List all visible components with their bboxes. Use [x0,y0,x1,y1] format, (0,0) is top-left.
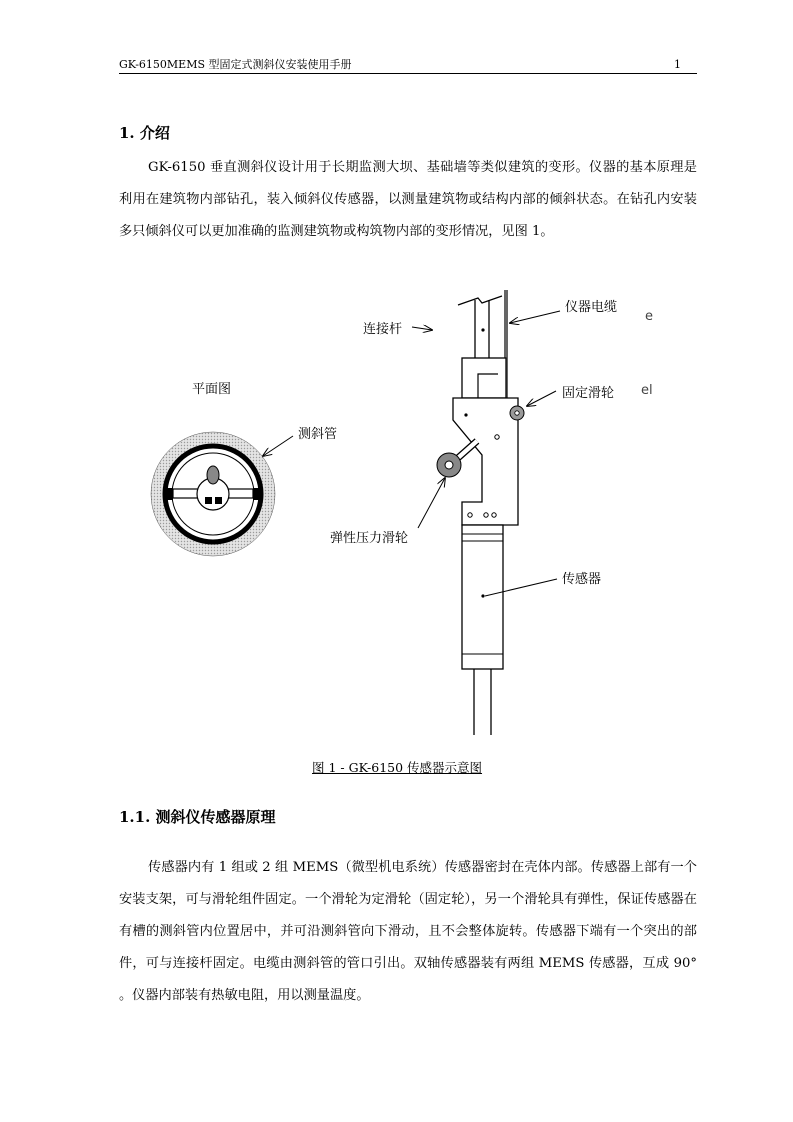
plan-view-label: 平面图 [192,382,232,397]
figure-1-caption: 图 1 - GK-6150 传感器示意图 [312,760,483,775]
tube-label: 测斜管 [298,427,338,442]
elastic-pulley-arrow [418,478,445,528]
elastic-pulley-label: 弹性压力滑轮 [330,531,409,546]
tube-arrow [263,436,293,456]
residual-letter-e: e [645,309,653,324]
cable-label: 仪器电缆 [565,300,618,315]
section-1-paragraph: GK-6150 垂直测斜仪设计用于长期监测大坝、基础墙等类似建筑的变形。仪器的基本原理是利用在建筑物内部钻孔，装入倾斜仪传感器，以测量建筑物或结构内部的倾斜状态。在钻孔内安装多只倾斜仪可以更加准确的监测建筑物或构筑物内部的变形情况，见图 1。 [119,160,697,239]
plan-view-drawing [151,432,275,556]
sensor-arrow [485,579,557,596]
connecting-rod-arrow [412,327,432,330]
residual-letters-el: el [641,383,653,398]
section-1-1-heading: 1.1. 测斜仪传感器原理 [119,808,276,826]
section-1-heading: 1. 介绍 [119,124,170,142]
section-1-1-paragraph: 传感器内有 1 组或 2 组 MEMS（微型机电系统）传感器密封在壳体内部。传感器上部有一个安装支架，可与滑轮组件固定。一个滑轮为定滑轮（固定轮），另一个滑轮具有弹性，保证传感器在有槽的测斜管内位置居中，并可沿测斜管向下滑动，且不会整体旋转。传感器下端有一个突出的部件，可与连接杆固定。电缆由测斜管的管口引出。双轴传感器装有两组 MEMS 传感器，互成 90° 。仪器内部装有热敏电阻，用以测量温度。 [119,860,697,1003]
sensor-label: 传感器 [562,572,602,587]
fixed-pulley-label: 固定滑轮 [562,386,615,401]
connecting-rod-label: 连接杆 [363,322,403,337]
header-title: GK-6150MEMS 型固定式测斜仪安装使用手册 [119,58,352,71]
fixed-pulley-arrow [527,391,556,406]
section-1-1-body [119,852,697,1012]
page-header [119,57,697,74]
section-1-body [119,152,697,248]
sensor-assembly-drawing [437,290,524,735]
page-number: 1 [674,58,681,71]
cable-arrow [510,311,560,323]
